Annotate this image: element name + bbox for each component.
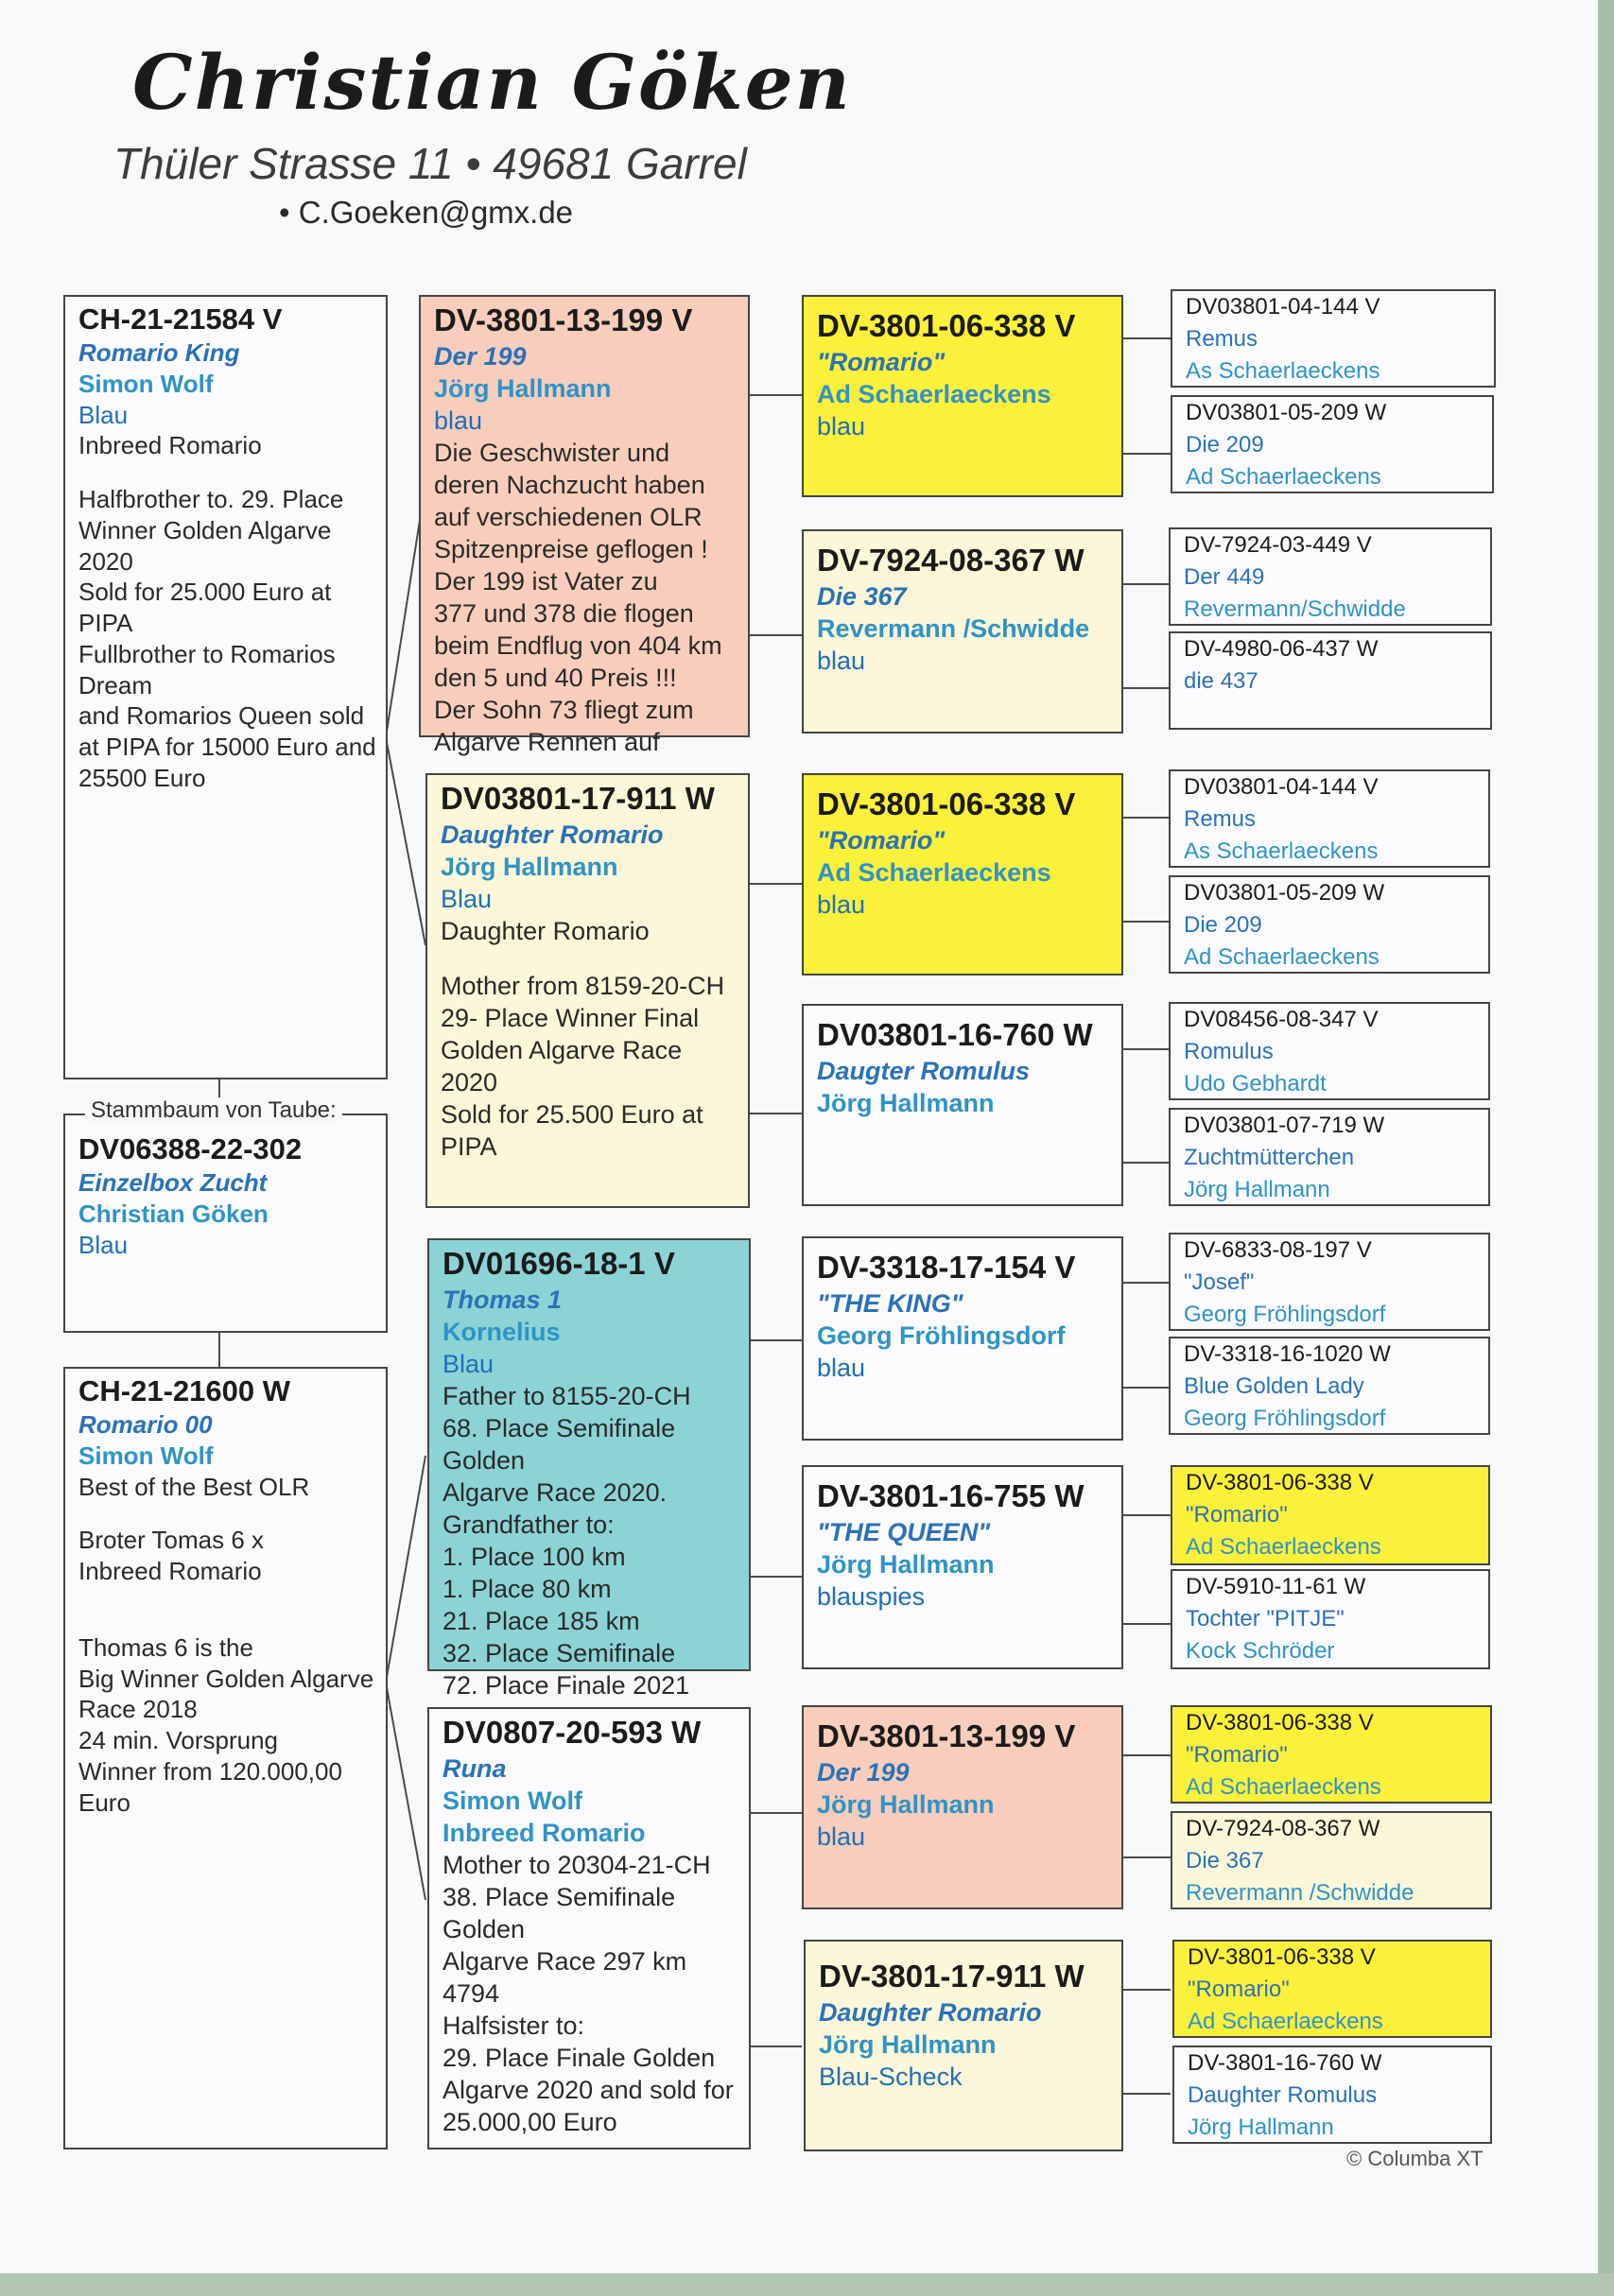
- gp-ff-info-2: auf verschiedenen OLR: [434, 502, 703, 531]
- connector-mother-mf: [386, 1456, 425, 1683]
- gggp-name: Der 449: [1184, 564, 1265, 591]
- gggp-owner: As Schaerlaeckens: [1184, 838, 1379, 865]
- gggp-ring: DV03801-04-144 V: [1186, 294, 1380, 319]
- gggp-ring: DV03801-07-719 W: [1184, 1113, 1385, 1138]
- gp-mm-info-1: 38. Place Semifinale: [443, 1882, 676, 1911]
- gggp-name: Romulus: [1184, 1039, 1274, 1065]
- gggp-ring: DV03801-05-209 W: [1184, 880, 1385, 906]
- gp-mf-info-4: Grandfather to:: [443, 1510, 615, 1539]
- ggp-name: Der 199: [817, 1757, 910, 1787]
- gp-ff-name: Der 199: [434, 341, 527, 371]
- father-info-7: Fullbrother to Romarios: [78, 639, 336, 668]
- father-ring: CH-21-21584 V: [78, 302, 283, 336]
- gp-mm-info-3: Algarve Race 297 km 4794: [443, 1946, 687, 2008]
- father-info-2: Halfbrother to. 29. Place: [78, 485, 344, 514]
- mother-info-0: Best of the Best OLR: [78, 1472, 310, 1501]
- great-great-grandparent-card: [1169, 631, 1492, 730]
- ggp-ring: DV-3801-17-911 W: [819, 1959, 1085, 1994]
- father-info-9: and Romarios Queen sold: [78, 701, 365, 731]
- gp-mf-info-5: 1. Place 100 km: [443, 1542, 626, 1571]
- father-info-10: at PIPA for 15000 Euro and: [78, 733, 376, 762]
- great-great-grandparent-card: [1171, 395, 1494, 493]
- mother-info-6: Thomas 6 is the: [78, 1632, 253, 1662]
- gp-mm-info-4: Halfsister to:: [443, 2011, 585, 2040]
- pedigree-legend-label: Stammbaum von Taube:: [85, 1097, 342, 1124]
- gp-mf-color: Blau: [443, 1349, 495, 1378]
- gp-mf-info-2: Golden: [443, 1445, 526, 1475]
- ggp-ring: DV-7924-08-367 W: [817, 543, 1085, 578]
- ggp-name: Daugter Romulus: [817, 1056, 1031, 1085]
- gggp-name: "Romario": [1186, 1742, 1288, 1769]
- gp-fm-owner: Jörg Hallmann: [441, 852, 618, 881]
- gggp-owner: Jörg Hallmann: [1188, 2115, 1334, 2141]
- ggp-name: "THE QUEEN": [817, 1517, 991, 1546]
- gggp-owner: Ad Schaerlaeckens: [1186, 1534, 1381, 1561]
- gp-mm-color: Inbreed Romario: [443, 1818, 646, 1847]
- gggp-ring: DV-4980-06-437 W: [1184, 636, 1379, 662]
- gp-mm-name: Runa: [443, 1753, 507, 1783]
- gp-fm-info-4: Golden Algarve Race 2020: [441, 1035, 683, 1096]
- mother-info-spacer-1: [78, 1502, 386, 1525]
- mother-info-9: 24 min. Vorsprung: [78, 1726, 279, 1755]
- connector-father-fm: [386, 737, 425, 945]
- ggp-name: "Romario": [817, 347, 946, 376]
- great-great-grandparent-card: [1169, 1002, 1490, 1100]
- gp-ff-info-7: den 5 und 40 Preis !!!: [434, 663, 677, 692]
- great-great-grandparent-card: [1171, 1811, 1492, 1909]
- gggp-owner: Georg Fröhlingsdorf: [1184, 1302, 1386, 1328]
- gggp-name: "Romario": [1188, 1977, 1290, 2003]
- ggp-ring: DV-3801-13-199 V: [817, 1718, 1076, 1753]
- gp-mm-info-7: 25.000,00 Euro: [443, 2107, 617, 2136]
- gp-mm-ring: DV0807-20-593 W: [443, 1715, 702, 1750]
- ggp-name: "THE KING": [817, 1288, 963, 1318]
- ggp-color: blau: [817, 889, 866, 919]
- gggp-owner: Ad Schaerlaeckens: [1188, 2009, 1383, 2035]
- gp-ff-info-0: Die Geschwister und: [434, 438, 670, 467]
- great-great-grandparent-card: [1171, 289, 1496, 388]
- gggp-owner: Revermann/Schwidde: [1184, 596, 1406, 623]
- subject-name: Einzelbox Zucht: [78, 1168, 268, 1198]
- breeder-name: Christian Göken: [132, 38, 852, 127]
- gp-ff-info-9: Algarve Rennen auf: [434, 727, 660, 756]
- ggp-ring: DV-3801-06-338 V: [817, 308, 1076, 343]
- mother-info-2: Broter Tomas 6 x: [78, 1526, 265, 1555]
- ggp-ring: DV-3801-16-755 W: [817, 1478, 1085, 1513]
- gggp-name: Remus: [1184, 806, 1257, 833]
- gggp-owner: Georg Fröhlingsdorf: [1184, 1406, 1386, 1432]
- great-grandparent-card: [802, 1236, 1123, 1441]
- gp-ff-info-5: 377 und 378 die flogen: [434, 598, 694, 628]
- gp-mf-name: Thomas 1: [443, 1285, 563, 1314]
- gggp-name: Blue Golden Lady: [1184, 1373, 1364, 1400]
- gp-mf-ring: DV01696-18-1 V: [443, 1246, 675, 1281]
- great-grandparent-card: [802, 773, 1123, 975]
- gp-fm-info-3: 29- Place Winner Final: [441, 1003, 700, 1032]
- gggp-owner: As Schaerlaeckens: [1186, 358, 1380, 385]
- breeder-address: Thüler Strasse 11 • 49681 Garrel: [113, 139, 747, 188]
- gggp-owner: Ad Schaerlaeckens: [1184, 944, 1380, 971]
- ggp-owner: Georg Fröhlingsdorf: [817, 1321, 1066, 1350]
- gp-mm-info-5: 29. Place Finale Golden: [443, 2043, 716, 2072]
- great-grandparent-card: [802, 529, 1123, 734]
- mother-info-spacer-2: [78, 1587, 386, 1610]
- gggp-ring: DV-3801-16-760 W: [1188, 2050, 1382, 2076]
- gp-ff-info-4: Der 199 ist Vater zu: [434, 566, 658, 596]
- mother-info-8: Race 2018: [78, 1695, 198, 1724]
- gp-fm-info-6: PIPA: [441, 1131, 497, 1161]
- great-great-grandparent-card: [1172, 1940, 1492, 2038]
- mother-owner: Simon Wolf: [78, 1441, 214, 1470]
- mother-ring: CH-21-21600 W: [78, 1374, 290, 1407]
- gggp-ring: DV03801-04-144 V: [1184, 774, 1379, 800]
- father-info-11: 25500 Euro: [78, 763, 206, 792]
- grandmother-paternal-card: [425, 773, 750, 1208]
- gp-mf-info-9: 72. Place Finale 2021: [443, 1670, 690, 1700]
- gggp-name: "Romario": [1186, 1502, 1288, 1528]
- gp-mm-info-2: Golden: [443, 1914, 526, 1943]
- ggp-owner: Jörg Hallmann: [817, 1789, 995, 1819]
- gggp-name: Remus: [1186, 326, 1258, 353]
- ggp-color: blau: [817, 1353, 866, 1382]
- gp-fm-info-5: Sold for 25.500 Euro at: [441, 1099, 703, 1129]
- great-grandparent-card: [802, 1705, 1123, 1909]
- gggp-name: Die 367: [1186, 1848, 1264, 1874]
- gp-mf-info-0: Father to 8155-20-CH: [443, 1381, 691, 1410]
- gp-ff-ring: DV-3801-13-199 V: [434, 302, 693, 337]
- gggp-ring: DV-3801-06-338 V: [1188, 1944, 1376, 1970]
- grandfather-maternal-card: [427, 1238, 751, 1700]
- gp-mf-info-1: 68. Place Semifinale: [443, 1413, 676, 1442]
- gp-fm-info-spacer: [441, 947, 748, 970]
- father-name: Romario King: [78, 338, 240, 368]
- gggp-ring: DV-3801-06-338 V: [1186, 1470, 1374, 1495]
- subject-card: [63, 1113, 388, 1333]
- ggp-owner: Ad Schaerlaeckens: [817, 379, 1051, 408]
- gp-mf-info-6: 1. Place 80 km: [443, 1574, 612, 1603]
- father-info-3: Winner Golden Algarve: [78, 515, 332, 544]
- gggp-name: Zuchtmütterchen: [1184, 1145, 1355, 1171]
- father-owner: Simon Wolf: [78, 369, 214, 398]
- gggp-ring: DV-3318-16-1020 W: [1184, 1341, 1391, 1367]
- ggp-ring: DV03801-16-760 W: [817, 1017, 1093, 1052]
- gp-fm-color: Blau: [441, 884, 493, 913]
- gggp-ring: DV-6833-08-197 V: [1184, 1237, 1372, 1263]
- gp-ff-info-6: beim Endflug von 404 km: [434, 630, 722, 660]
- great-great-grandparent-card: [1169, 875, 1490, 974]
- gggp-owner: Ad Schaerlaeckens: [1186, 464, 1381, 491]
- great-great-grandparent-card: [1171, 1569, 1490, 1669]
- great-great-grandparent-card: [1169, 527, 1492, 626]
- gp-fm-info-2: Mother from 8159-20-CH: [441, 971, 725, 1000]
- mother-name: Romario 00: [78, 1410, 213, 1440]
- gp-mf-info-3: Algarve Race 2020.: [443, 1477, 668, 1507]
- gggp-owner: Kock Schröder: [1186, 1638, 1335, 1665]
- gggp-name: "Josef": [1184, 1269, 1255, 1296]
- gggp-owner: Jörg Hallmann: [1184, 1177, 1330, 1203]
- gggp-name: Die 209: [1186, 432, 1264, 458]
- ggp-name: "Romario": [817, 825, 946, 855]
- gp-ff-info-1: deren Nachzucht haben: [434, 470, 705, 499]
- gp-ff-info-8: Der Sohn 73 fliegt zum: [434, 695, 694, 724]
- gggp-name: Tochter "PITJE": [1186, 1606, 1345, 1632]
- subject-owner: Christian Göken: [78, 1199, 269, 1228]
- father-info-0: Inbreed Romario: [78, 431, 262, 460]
- gggp-ring: DV-7924-08-367 W: [1186, 1816, 1380, 1841]
- gggp-name: die 437: [1184, 668, 1258, 695]
- gggp-ring: DV-7924-03-449 V: [1184, 532, 1372, 558]
- mother-info-3: Inbreed Romario: [78, 1557, 262, 1586]
- subject-ring: DV06388-22-302: [78, 1132, 303, 1165]
- ggp-ring: DV-3318-17-154 V: [817, 1250, 1076, 1285]
- ggp-color: blau: [817, 646, 866, 675]
- mother-info-11: Euro: [78, 1787, 130, 1817]
- great-great-grandparent-card: [1171, 1465, 1490, 1565]
- ggp-color: Blau-Scheck: [819, 2062, 963, 2091]
- father-info-4: 2020: [78, 546, 133, 576]
- grandfather-paternal-card: [419, 295, 750, 756]
- breeder-email: • C.Goeken@gmx.de: [279, 195, 573, 231]
- ggp-owner: Revermann /Schwidde: [817, 613, 1090, 643]
- great-grandparent-card: [802, 1465, 1123, 1669]
- mother-info-7: Big Winner Golden Algarve: [78, 1664, 374, 1693]
- father-info-6: PIPA: [78, 609, 133, 638]
- mother-info-10: Winner from 120.000,00: [78, 1756, 342, 1786]
- gggp-name: Daughter Romulus: [1188, 2082, 1378, 2109]
- gp-mm-owner: Simon Wolf: [443, 1786, 582, 1815]
- mother-card: [63, 1367, 388, 2149]
- great-great-grandparent-card: [1169, 769, 1490, 868]
- gp-fm-info-0: Daughter Romario: [441, 916, 650, 945]
- great-grandparent-card: [802, 295, 1123, 497]
- gggp-ring: DV08456-08-347 V: [1184, 1007, 1379, 1032]
- ggp-owner: Ad Schaerlaeckens: [817, 857, 1051, 887]
- connector-mother-mm: [386, 1683, 425, 1900]
- ggp-color: blau: [817, 411, 866, 440]
- ggp-ring: DV-3801-06-338 V: [817, 786, 1076, 821]
- father-card: [63, 295, 388, 1079]
- ggp-owner: Jörg Hallmann: [819, 2029, 997, 2059]
- copyright-notice: © Columba XT: [1346, 2147, 1484, 2170]
- gggp-owner: Ad Schaerlaeckens: [1186, 1774, 1381, 1801]
- grandmother-maternal-card: [427, 1707, 751, 2149]
- subject-color: Blau: [78, 1230, 129, 1259]
- gp-mm-info-6: Algarve 2020 and sold for: [443, 2075, 734, 2104]
- gggp-ring: DV03801-05-209 W: [1186, 400, 1387, 425]
- gp-ff-color: blau: [434, 406, 483, 435]
- gggp-owner: Udo Gebhardt: [1184, 1071, 1327, 1097]
- great-great-grandparent-card: [1169, 1233, 1490, 1331]
- gp-mf-info-7: 21. Place 185 km: [443, 1606, 640, 1635]
- ggp-name: Daughter Romario: [819, 1997, 1042, 2027]
- great-grandparent-card: [802, 1004, 1123, 1206]
- great-great-grandparent-card: [1169, 1108, 1490, 1206]
- gggp-name: Die 209: [1184, 912, 1262, 939]
- ggp-color: blau: [817, 1821, 866, 1851]
- ggp-owner: Jörg Hallmann: [817, 1549, 995, 1579]
- gp-fm-ring: DV03801-17-911 W: [441, 781, 715, 816]
- gp-fm-name: Daughter Romario: [441, 820, 664, 849]
- gp-ff-owner: Jörg Hallmann: [434, 373, 612, 403]
- father-info-spacer: [78, 461, 386, 484]
- ggp-color: blauspies: [817, 1581, 926, 1611]
- father-info-8: Dream: [78, 670, 153, 699]
- ggp-name: Die 367: [817, 581, 907, 611]
- great-great-grandparent-card: [1171, 1705, 1492, 1804]
- father-color: Blau: [78, 400, 129, 429]
- ggp-owner: Jörg Hallmann: [817, 1088, 995, 1117]
- great-grandparent-card: [804, 1940, 1123, 2151]
- great-great-grandparent-card: [1169, 1337, 1490, 1435]
- gp-mf-info-8: 32. Place Semifinale: [443, 1638, 676, 1667]
- mother-info-spacer-3: [78, 1610, 386, 1632]
- gp-ff-info-3: Spitzenpreise geflogen !: [434, 534, 708, 563]
- gggp-ring: DV-3801-06-338 V: [1186, 1710, 1374, 1735]
- great-great-grandparent-card: [1172, 2046, 1492, 2144]
- gggp-ring: DV-5910-11-61 W: [1186, 1574, 1366, 1599]
- father-info-5: Sold for 25.000 Euro at: [78, 578, 332, 607]
- gp-mm-info-0: Mother to 20304-21-CH: [443, 1850, 711, 1879]
- gp-mf-owner: Kornelius: [443, 1317, 561, 1346]
- gggp-owner: Revermann /Schwidde: [1186, 1880, 1414, 1907]
